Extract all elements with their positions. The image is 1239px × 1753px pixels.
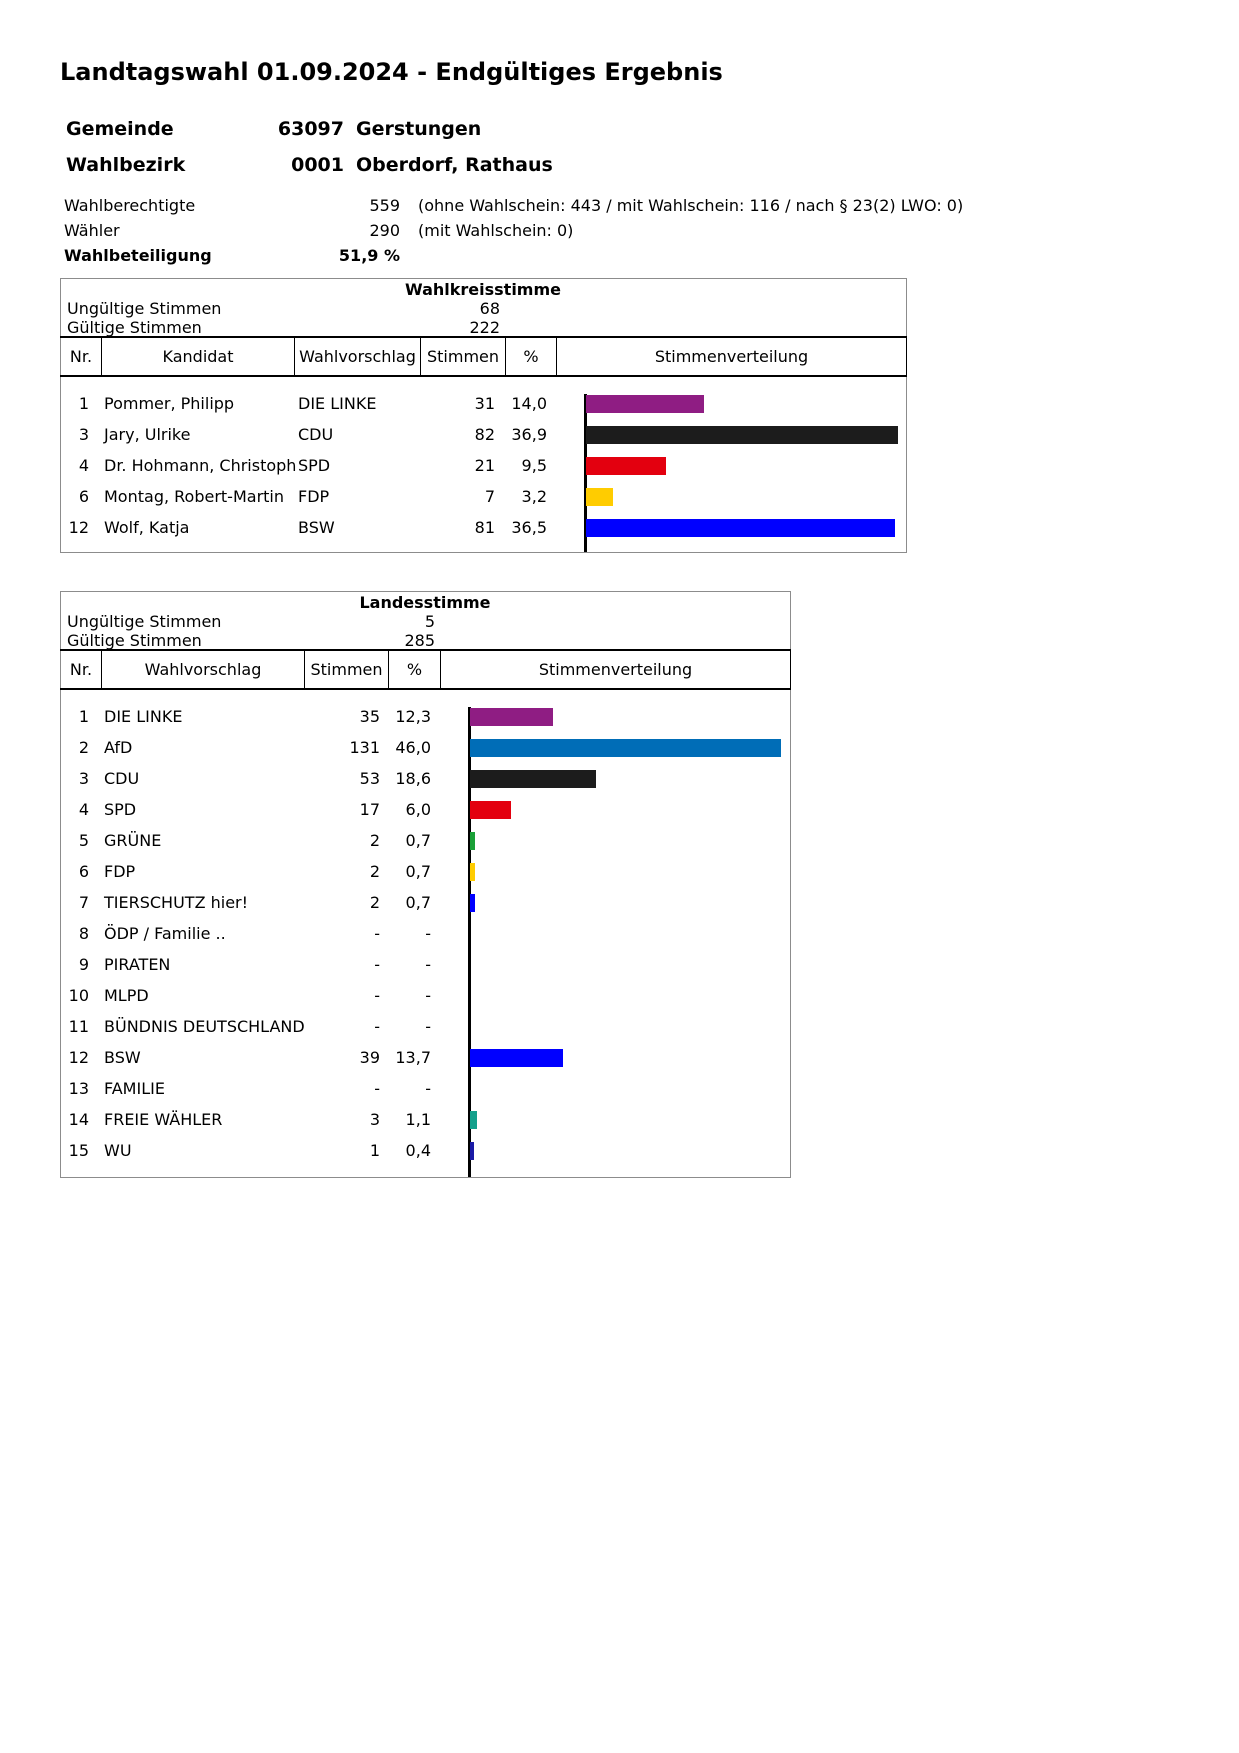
- row-nr: 15: [68, 1141, 89, 1160]
- row-nr: 12: [68, 518, 89, 537]
- row-kandidat: Wolf, Katja: [104, 518, 190, 537]
- row-stimmen: 21: [474, 456, 495, 475]
- gemeinde-label: Gemeinde: [66, 118, 174, 140]
- row-pct: -: [425, 1017, 431, 1036]
- row-nr: 3: [78, 769, 89, 788]
- wahlkreis-header-kandidat: Kandidat: [162, 347, 234, 366]
- row-nr: 10: [68, 986, 89, 1005]
- bar-die-linke: [470, 708, 553, 726]
- row-vorschlag: TIERSCHUTZ hier!: [104, 893, 249, 912]
- row-stimmen: 53: [359, 769, 380, 788]
- bar-die-linke: [586, 395, 704, 413]
- row-pct: 3,2: [521, 487, 547, 506]
- bar-gr-ne: [470, 832, 475, 850]
- waehler-note: (mit Wahlschein: 0): [418, 221, 574, 240]
- row-vorschlag: ÖDP / Familie ..: [104, 924, 226, 943]
- row-pct: 1,1: [405, 1110, 431, 1129]
- wahlkreis-header-top-border: [60, 336, 907, 338]
- bar-cdu: [470, 770, 596, 788]
- wahlberechtigte-value: 559: [369, 196, 400, 215]
- landes-ungueltig-value: 5: [424, 612, 435, 631]
- row-nr: 13: [68, 1079, 89, 1098]
- row-nr: 1: [78, 394, 89, 413]
- wahlkreis-header-verteilung: Stimmenverteilung: [654, 347, 809, 366]
- row-vorschlag: GRÜNE: [104, 831, 162, 850]
- row-pct: 6,0: [405, 800, 431, 819]
- row-kandidat: Montag, Robert-Martin: [104, 487, 284, 506]
- wahlberechtigte-label: Wahlberechtigte: [64, 196, 196, 215]
- landes-ungueltig-label: Ungültige Stimmen: [67, 612, 222, 631]
- row-vorschlag: SPD: [104, 800, 137, 819]
- landes-gueltig-label: Gültige Stimmen: [67, 631, 202, 650]
- row-stimmen: 2: [369, 862, 380, 881]
- row-pct: 36,5: [511, 518, 547, 537]
- landes-title: Landesstimme: [359, 593, 491, 612]
- bar-spd: [586, 457, 666, 475]
- row-vorschlag: DIE LINKE: [298, 394, 377, 413]
- wahlbeteiligung-value: 51,9 %: [338, 246, 400, 265]
- row-vorschlag: BÜNDNIS DEUTSCHLAND: [104, 1017, 305, 1036]
- bar-tierschutz-hier-: [470, 894, 475, 912]
- waehler-label: Wähler: [64, 221, 120, 240]
- wahlkreis-ungueltig-value: 68: [479, 299, 500, 318]
- row-kandidat: Jary, Ulrike: [104, 425, 191, 444]
- bar-wu: [470, 1142, 474, 1160]
- row-stimmen: 1: [369, 1141, 380, 1160]
- row-pct: -: [425, 955, 431, 974]
- landes-header-bottom-border: [60, 688, 791, 690]
- wahlbezirk-code: 0001: [291, 154, 344, 176]
- row-pct: 18,6: [395, 769, 431, 788]
- row-nr: 9: [78, 955, 89, 974]
- row-pct: 0,7: [405, 862, 431, 881]
- row-pct: -: [425, 924, 431, 943]
- row-vorschlag: WU: [104, 1141, 132, 1160]
- row-pct: 12,3: [395, 707, 431, 726]
- row-vorschlag: FAMILIE: [104, 1079, 165, 1098]
- row-nr: 6: [78, 862, 89, 881]
- wahlbezirk-name: Oberdorf, Rathaus: [356, 154, 553, 176]
- row-vorschlag: BSW: [298, 518, 335, 537]
- row-vorschlag: BSW: [104, 1048, 141, 1067]
- row-vorschlag: CDU: [298, 425, 334, 444]
- bar-cdu: [586, 426, 898, 444]
- row-pct: 13,7: [395, 1048, 431, 1067]
- row-nr: 12: [68, 1048, 89, 1067]
- row-nr: 2: [78, 738, 89, 757]
- row-pct: -: [425, 1079, 431, 1098]
- bar-bsw: [470, 1049, 563, 1067]
- row-pct: 46,0: [395, 738, 431, 757]
- row-nr: 11: [68, 1017, 89, 1036]
- row-vorschlag: FREIE WÄHLER: [104, 1110, 223, 1129]
- row-nr: 1: [78, 707, 89, 726]
- page-title: Landtagswahl 01.09.2024 - Endgültiges Ergebnis: [60, 58, 723, 86]
- row-nr: 7: [78, 893, 89, 912]
- row-kandidat: Dr. Hohmann, Christoph: [104, 456, 297, 475]
- row-stimmen: -: [374, 924, 380, 943]
- gemeinde-code: 63097: [277, 118, 344, 140]
- row-nr: 5: [78, 831, 89, 850]
- landes-header-verteilung: Stimmenverteilung: [538, 660, 693, 679]
- row-vorschlag: PIRATEN: [104, 955, 171, 974]
- wahlkreis-gueltig-value: 222: [469, 318, 500, 337]
- landes-col-divider: [790, 649, 791, 689]
- row-nr: 3: [78, 425, 89, 444]
- row-stimmen: -: [374, 955, 380, 974]
- row-vorschlag: DIE LINKE: [104, 707, 183, 726]
- row-nr: 4: [78, 800, 89, 819]
- row-stimmen: 35: [359, 707, 380, 726]
- gemeinde-name: Gerstungen: [356, 118, 482, 140]
- wahlkreis-header-bottom-border: [60, 375, 907, 377]
- landes-header-vorschlag: Wahlvorschlag: [144, 660, 262, 679]
- row-stimmen: -: [374, 1079, 380, 1098]
- wahlkreis-header-pct: %: [523, 347, 539, 366]
- landes-header-nr: Nr.: [69, 660, 93, 679]
- row-stimmen: 7: [484, 487, 495, 506]
- row-pct: 0,7: [405, 893, 431, 912]
- row-stimmen: 131: [349, 738, 380, 757]
- bar-fdp: [470, 863, 475, 881]
- row-nr: 8: [78, 924, 89, 943]
- row-vorschlag: CDU: [104, 769, 140, 788]
- row-pct: 14,0: [511, 394, 547, 413]
- row-stimmen: 2: [369, 831, 380, 850]
- wahlbezirk-label: Wahlbezirk: [66, 154, 186, 176]
- row-vorschlag: FDP: [104, 862, 136, 881]
- wahlkreis-title: Wahlkreisstimme: [405, 280, 561, 299]
- row-stimmen: 3: [369, 1110, 380, 1129]
- row-stimmen: -: [374, 986, 380, 1005]
- row-stimmen: 31: [474, 394, 495, 413]
- wahlkreis-header-stimmen: Stimmen: [426, 347, 500, 366]
- wahlberechtigte-note: (ohne Wahlschein: 443 / mit Wahlschein: 116 / nach § 23(2) LWO: 0): [418, 196, 964, 215]
- row-nr: 14: [68, 1110, 89, 1129]
- wahlkreis-header-vorschlag: Wahlvorschlag: [299, 347, 416, 366]
- row-pct: 0,4: [405, 1141, 431, 1160]
- bar-spd: [470, 801, 511, 819]
- bar-afd: [470, 739, 781, 757]
- row-pct: 0,7: [405, 831, 431, 850]
- bar-fdp: [586, 488, 613, 506]
- bar-bsw: [586, 519, 895, 537]
- waehler-value: 290: [369, 221, 400, 240]
- row-stimmen: 81: [474, 518, 495, 537]
- wahlkreis-col-divider: [906, 336, 907, 376]
- wahlkreis-header-nr: Nr.: [69, 347, 93, 366]
- row-nr: 4: [78, 456, 89, 475]
- landes-header-stimmen: Stimmen: [310, 660, 383, 679]
- row-stimmen: 82: [474, 425, 495, 444]
- row-pct: 9,5: [521, 456, 547, 475]
- row-vorschlag: MLPD: [104, 986, 149, 1005]
- landes-header-pct: %: [406, 660, 423, 679]
- row-nr: 6: [78, 487, 89, 506]
- row-pct: -: [425, 986, 431, 1005]
- row-stimmen: 39: [359, 1048, 380, 1067]
- row-stimmen: -: [374, 1017, 380, 1036]
- landes-header-top-border: [60, 649, 791, 651]
- row-vorschlag: SPD: [298, 456, 331, 475]
- wahlkreis-gueltig-label: Gültige Stimmen: [67, 318, 202, 337]
- row-kandidat: Pommer, Philipp: [104, 394, 235, 413]
- landes-gueltig-value: 285: [404, 631, 435, 650]
- wahlbeteiligung-label: Wahlbeteiligung: [64, 246, 212, 265]
- row-stimmen: 17: [359, 800, 380, 819]
- row-vorschlag: FDP: [298, 487, 330, 506]
- row-stimmen: 2: [369, 893, 380, 912]
- wahlkreis-ungueltig-label: Ungültige Stimmen: [67, 299, 222, 318]
- bar-freie-w-hler: [470, 1111, 477, 1129]
- row-pct: 36,9: [511, 425, 547, 444]
- row-vorschlag: AfD: [104, 738, 133, 757]
